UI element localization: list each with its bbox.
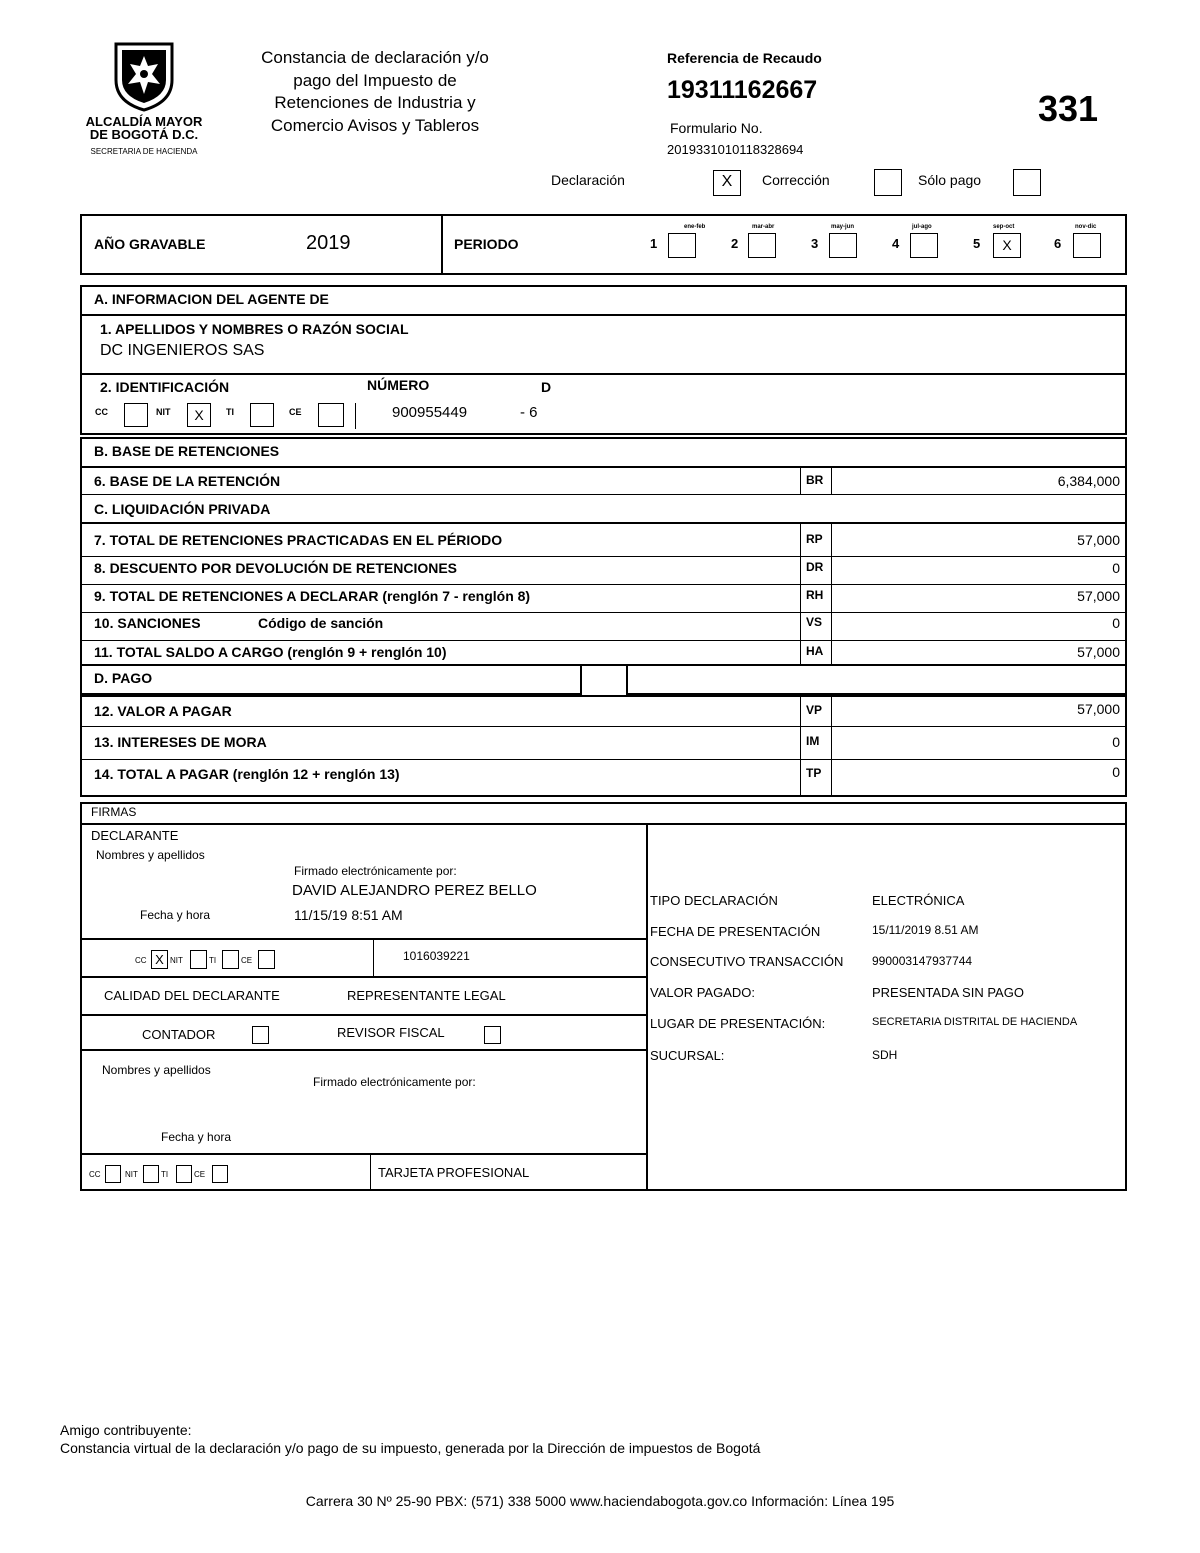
form-code: 331 [1038, 88, 1099, 129]
row-code: RH [806, 588, 824, 602]
period-num: 6 [1054, 236, 1062, 251]
row-label: 8. DESCUENTO POR DEVOLUCIÓN DE RETENCIONES [94, 560, 458, 576]
ref-number: 19311162667 [667, 76, 818, 104]
section-a-title: A. INFORMACION DEL AGENTE DE [94, 291, 329, 307]
base-code: BR [806, 473, 824, 487]
period-checkbox[interactable] [1073, 233, 1101, 258]
name-label: 1. APELLIDOS Y NOMBRES O RAZÓN SOCIAL [100, 321, 409, 337]
name-value: DC INGENIEROS SAS [100, 342, 265, 359]
cc-checkbox[interactable] [124, 403, 148, 427]
divider [80, 1153, 646, 1155]
declarante-label: DECLARANTE [91, 828, 179, 843]
fecha2-label: Fecha y hora [161, 1130, 232, 1144]
nombres-label: Nombres y apellidos [96, 848, 205, 862]
period-label: PERIODO [454, 236, 519, 252]
info-label: LUGAR DE PRESENTACIÓN: [650, 1016, 826, 1031]
row-label: 11. TOTAL SALDO A CARGO (renglón 9 + renglón 10) [94, 644, 447, 660]
row-label: 9. TOTAL DE RETENCIONES A DECLARAR (renglón 7 - renglón 8) [94, 588, 531, 604]
ti-label: TI [209, 956, 217, 965]
nit2-label: NIT [125, 1170, 138, 1179]
section-b-title: B. BASE DE RETENCIONES [94, 443, 280, 459]
row-value: 57,000 [1077, 588, 1120, 604]
row-code: VP [806, 703, 823, 717]
cc-checkbox[interactable]: X [151, 950, 168, 969]
divider [80, 823, 1127, 825]
divider [373, 938, 374, 976]
declaracion-checkbox[interactable]: X [713, 170, 741, 196]
period-num: 3 [811, 236, 819, 251]
ce-label: CE [289, 407, 302, 417]
divider [80, 726, 1127, 727]
cc2-checkbox[interactable] [105, 1165, 121, 1183]
row-value: 0 [1112, 615, 1120, 631]
nit-label: NIT [156, 407, 171, 417]
divider [80, 1014, 646, 1016]
calidad-value: REPRESENTANTE LEGAL [347, 988, 506, 1003]
logo-line1: ALCALDÍA MAYOR [85, 114, 203, 129]
dv-label: D [541, 379, 552, 395]
id-number: 900955449 [392, 404, 468, 421]
divider [370, 1153, 371, 1191]
footer-line2: Constancia virtual de la declaración y/o pago de su impuesto, generada por la Dirección de impuestos de Bogotá [60, 1440, 761, 1456]
divider [355, 403, 356, 429]
section-c-title: C. LIQUIDACIÓN PRIVADA [94, 501, 271, 517]
solo-pago-label: Sólo pago [918, 172, 982, 188]
period-tag: jul-ago [912, 224, 932, 230]
period-num: 5 [973, 236, 981, 251]
fecha-value: 11/15/19 8:51 AM [294, 907, 403, 923]
row-label: 13. INTERESES DE MORA [94, 734, 267, 750]
divider [800, 466, 801, 494]
ce2-label: CE [194, 1170, 206, 1179]
divider [80, 612, 1127, 613]
period-checkbox[interactable] [748, 233, 776, 258]
divider [80, 373, 1127, 375]
nit-checkbox[interactable]: X [187, 403, 211, 427]
title-line-2: pago del Impuesto de [293, 70, 457, 90]
coat-of-arms-icon [112, 40, 176, 112]
fecha-label: Fecha y hora [140, 908, 211, 922]
row-code: HA [806, 644, 824, 658]
divider [80, 522, 1127, 524]
info-label: VALOR PAGADO: [650, 985, 755, 1000]
row-value: 0 [1112, 734, 1120, 750]
divider [80, 466, 1127, 468]
info-label: TIPO DECLARACIÓN [650, 893, 778, 908]
period-tag: sep-oct [993, 224, 1015, 230]
divider [646, 823, 648, 1191]
period-checkbox[interactable] [910, 233, 938, 258]
signer-name: DAVID ALEJANDRO PEREZ BELLO [292, 882, 537, 899]
row-value: 57,000 [1077, 701, 1120, 717]
divider [831, 466, 832, 494]
info-label: FECHA DE PRESENTACIÓN [650, 924, 821, 939]
divider [800, 522, 801, 664]
info-value: 15/11/2019 8.51 AM [872, 923, 979, 937]
row-code: DR [806, 560, 824, 574]
revisor-checkbox[interactable] [484, 1026, 501, 1044]
row-label: 7. TOTAL DE RETENCIONES PRACTICADAS EN EL PÉRIODO [94, 532, 503, 548]
period-tag: nov-dic [1075, 224, 1097, 230]
divider [831, 695, 832, 797]
base-value: 6,384,000 [1057, 473, 1120, 489]
row-value: 57,000 [1077, 532, 1120, 548]
divider [80, 314, 1127, 316]
form-label: Formulario No. [670, 120, 763, 136]
correccion-checkbox[interactable] [874, 169, 902, 196]
cc2-label: CC [89, 1170, 101, 1179]
document-title [225, 47, 525, 137]
period-box [80, 214, 1127, 275]
ti2-checkbox[interactable] [176, 1165, 192, 1183]
nit-checkbox[interactable] [190, 950, 207, 969]
divider [441, 214, 443, 275]
cc-label: CC [95, 407, 108, 417]
row-value: 0 [1112, 560, 1120, 576]
divider [80, 976, 646, 978]
row-code: RP [806, 532, 823, 546]
footer-address: Carrera 30 Nº 25-90 PBX: (571) 338 5000 www.haciendabogota.gov.co Información: Línea 195 [305, 1493, 895, 1509]
revisor-label: REVISOR FISCAL [337, 1025, 445, 1040]
row-value: 0 [1112, 764, 1120, 780]
footer-line1: Amigo contribuyente: [60, 1422, 192, 1438]
ti-checkbox[interactable] [222, 950, 239, 969]
declaracion-label: Declaración [551, 172, 625, 188]
ti2-label: TI [161, 1170, 169, 1179]
correccion-label: Corrección [762, 172, 830, 188]
ce2-checkbox[interactable] [212, 1165, 228, 1183]
base-label: 6. BASE DE LA RETENCIÓN [94, 473, 281, 489]
period-tag: ene-feb [684, 224, 706, 230]
firmas-title: FIRMAS [91, 805, 137, 819]
nombres2-label: Nombres y apellidos [102, 1063, 211, 1077]
period-checkbox[interactable]: X [993, 233, 1021, 258]
title-line-1: Constancia de declaración y/o [261, 48, 489, 67]
period-checkbox[interactable] [829, 233, 857, 258]
divider [80, 584, 1127, 585]
sancion-code-label: Código de sanción [258, 615, 384, 631]
info-label: CONSECUTIVO TRANSACCIÓN [650, 954, 844, 969]
row-value: 57,000 [1077, 644, 1120, 660]
dv-value: - 6 [520, 404, 538, 421]
pago-side-box [626, 664, 1127, 695]
pago-title-box [80, 664, 582, 695]
divider [831, 522, 832, 664]
info-value: SECRETARIA DISTRITAL DE HACIENDA [872, 1016, 1078, 1028]
logo-line2: DE BOGOTÁ D.C. [89, 127, 199, 142]
contador-checkbox[interactable] [252, 1026, 269, 1044]
id-label: 2. IDENTIFICACIÓN [100, 379, 230, 395]
info-value: SDH [872, 1048, 898, 1062]
divider [80, 494, 1127, 495]
year-label: AÑO GRAVABLE [94, 236, 206, 252]
title-line-4: Comercio Avisos y Tableros [270, 115, 480, 135]
ti-checkbox[interactable] [250, 403, 274, 427]
divider [80, 640, 1127, 641]
divider [80, 1049, 646, 1051]
period-tag: may-jun [831, 224, 855, 230]
numero-label: NÚMERO [367, 377, 430, 393]
year-value: 2019 [306, 232, 351, 254]
nit2-checkbox[interactable] [143, 1165, 159, 1183]
divider [80, 938, 646, 940]
divider [80, 556, 1127, 557]
period-num: 1 [650, 236, 658, 251]
period-checkbox[interactable] [668, 233, 696, 258]
row-code: IM [806, 734, 820, 748]
ce-label: CE [241, 956, 253, 965]
firmado-label: Firmado electrónicamente por: [294, 864, 457, 878]
divider [80, 695, 1127, 697]
divider [80, 759, 1127, 760]
section-a-box [80, 285, 1127, 435]
cc-label: CC [135, 956, 147, 965]
info-label: SUCURSAL: [650, 1048, 725, 1063]
nit-label: NIT [170, 956, 183, 965]
ce-checkbox[interactable] [258, 950, 275, 969]
info-value: PRESENTADA SIN PAGO [872, 985, 1024, 1000]
logo-line3: SECRETARIA DE HACIENDA [90, 147, 198, 156]
calidad-label: CALIDAD DEL DECLARANTE [104, 988, 280, 1003]
row-label: 14. TOTAL A PAGAR (renglón 12 + renglón 13) [94, 766, 400, 782]
period-num: 2 [731, 236, 739, 251]
title-line-3: Retenciones de Industria y [274, 93, 476, 112]
contador-label: CONTADOR [142, 1027, 216, 1042]
ce-checkbox[interactable] [318, 403, 344, 427]
doc-number: 1016039221 [403, 949, 470, 963]
ti-label: TI [226, 407, 234, 417]
firmado2-label: Firmado electrónicamente por: [313, 1075, 476, 1089]
row-code: VS [806, 615, 823, 629]
solo-pago-checkbox[interactable] [1013, 169, 1041, 196]
row-label: 12. VALOR A PAGAR [94, 703, 232, 719]
tarjeta-label: TARJETA PROFESIONAL [378, 1165, 530, 1180]
info-value: 990003147937744 [872, 954, 973, 968]
section-d-title: D. PAGO [94, 670, 153, 686]
divider [800, 695, 801, 797]
period-num: 4 [892, 236, 900, 251]
row-code: TP [806, 766, 822, 780]
ref-label: Referencia de Recaudo [667, 50, 822, 66]
form-number: 2019331010118328694 [667, 142, 804, 157]
row-label: 10. SANCIONES [94, 615, 201, 631]
info-value: ELECTRÓNICA [872, 893, 965, 908]
period-tag: mar-abr [752, 224, 775, 230]
